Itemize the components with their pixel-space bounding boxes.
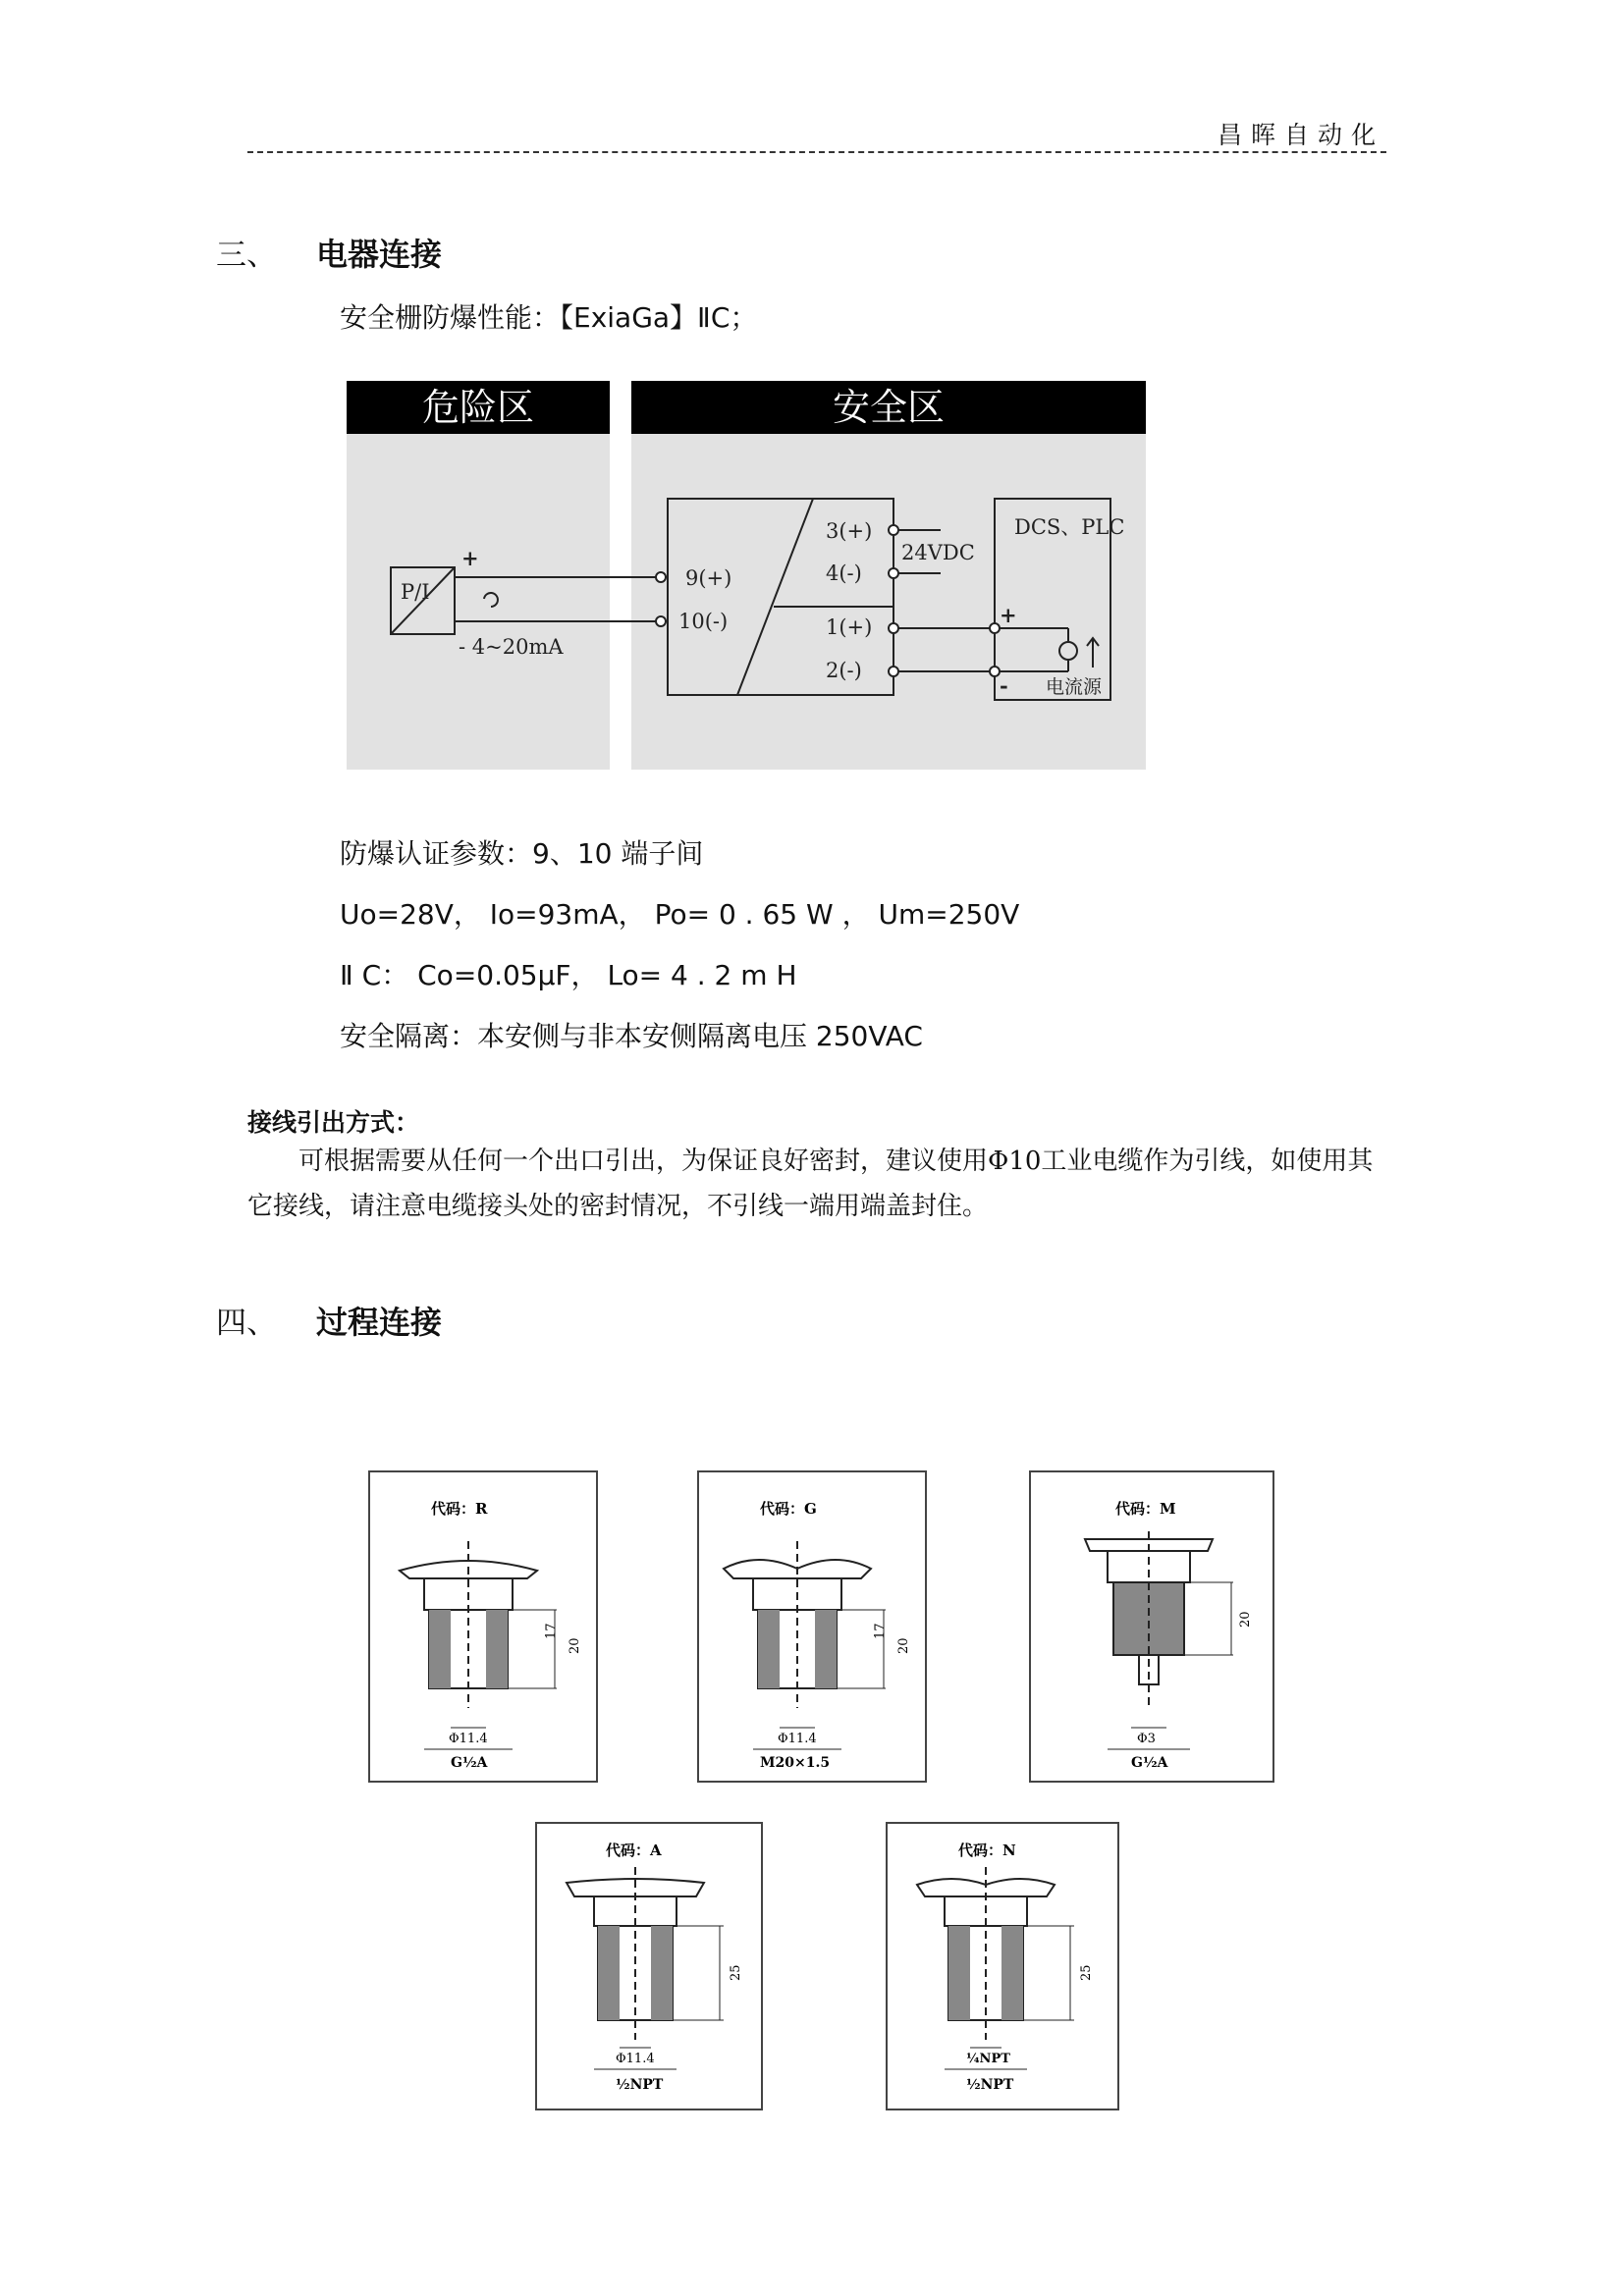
- process-connection-r: [368, 1470, 598, 1783]
- diameter-label: ¼NPT: [966, 2052, 1010, 2066]
- fitting-drawing-n: [888, 1824, 1117, 2109]
- figure-code-label: 代码：R: [431, 1500, 488, 1518]
- barrier-diagonal: [737, 499, 813, 695]
- dimension-a-label: 17: [544, 1623, 559, 1639]
- current-loop-arrow: [484, 593, 498, 607]
- fitting-drawing-a: [537, 1824, 761, 2109]
- dimension-b-label: 25: [729, 1964, 743, 1981]
- process-connection-m: [1029, 1470, 1274, 1783]
- terminal-4-label: 4(-): [826, 561, 862, 585]
- dimension-b-label: 25: [1079, 1964, 1094, 1981]
- figure-code-label: 代码：N: [958, 1842, 1016, 1859]
- current-source-label: 电流源: [1046, 676, 1103, 698]
- dimension-b-label: 20: [568, 1637, 582, 1654]
- diameter-label: Φ11.4: [778, 1732, 817, 1746]
- thread-label: ½NPT: [966, 2077, 1014, 2093]
- supply-voltage-label: 24VDC: [901, 541, 975, 564]
- process-connection-g: [697, 1470, 927, 1783]
- process-connection-a: [535, 1822, 763, 2110]
- section-4-number: 四、: [216, 1306, 277, 1341]
- thread-label: M20×1.5: [760, 1755, 831, 1771]
- terminal-1-label: 1(+): [826, 615, 873, 639]
- dimension-b-label: 20: [1238, 1611, 1253, 1628]
- wiring-method-text: 可根据需要从任何一个出口引出，为保证良好密封，建议使用Φ10工业电缆作为引线，如使用其它接线，请注意电缆接头处的密封情况，不引线一端用端盖封住。: [247, 1147, 1374, 1221]
- wiring-method-title: 接线引出方式：: [247, 1108, 420, 1137]
- terminal-2-label: 2(-): [826, 659, 862, 682]
- diameter-label: Φ11.4: [449, 1732, 488, 1746]
- pi-label: P/I: [401, 580, 430, 604]
- dcs-plc-label: DCS、PLC: [1014, 515, 1125, 539]
- input-plus-label: +: [461, 546, 479, 570]
- isolation-voltage: 安全隔离：本安侧与非本安侧隔离电压 250VAC: [340, 1020, 923, 1052]
- diameter-label: Φ11.4: [616, 2052, 655, 2066]
- section-4-title: 过程连接: [316, 1304, 443, 1341]
- diameter-label: Φ3: [1137, 1732, 1156, 1746]
- dimension-a-label: 17: [873, 1623, 888, 1639]
- terminal-9-label: 9(+): [685, 566, 732, 590]
- section-3-title: 电器连接: [316, 236, 443, 273]
- dimension-b-label: 20: [896, 1637, 911, 1654]
- company-header: 昌晖自动化: [1218, 121, 1385, 149]
- cert-params-iic: Ⅱ C： Co=0.05μF， Lo= 4 . 2 m H: [340, 959, 797, 991]
- figure-code-label: 代码：A: [606, 1842, 662, 1859]
- hazard-zone-title: 危险区: [347, 381, 610, 434]
- wiring-diagram: [347, 381, 1146, 770]
- figure-code-label: 代码：M: [1115, 1500, 1176, 1518]
- output-plus-label: +: [1000, 603, 1017, 627]
- safe-zone-title: 安全区: [631, 381, 1146, 434]
- fitting-drawing-g: [699, 1472, 925, 1781]
- current-source-icon: [1059, 642, 1077, 660]
- terminal-10-label: 10(-): [678, 610, 729, 633]
- fitting-drawing-r: [370, 1472, 596, 1781]
- thread-label: G½A: [451, 1755, 488, 1771]
- thread-label: G½A: [1131, 1755, 1168, 1771]
- figure-code-label: 代码：G: [760, 1500, 817, 1518]
- process-connection-n: [886, 1822, 1119, 2110]
- section-3-number: 三、: [216, 238, 277, 273]
- terminal-3-label: 3(+): [826, 519, 873, 543]
- input-current-label: - 4~20mA: [459, 635, 564, 659]
- fitting-drawing-m: [1031, 1472, 1272, 1781]
- safety-barrier-rating: 安全栅防爆性能：【ExiaGa】ⅡC；: [340, 301, 758, 334]
- output-minus-label: -: [1000, 673, 1008, 698]
- cert-params-values: Uo=28V， Io=93mA， Po= 0 . 65 W ， Um=250V: [340, 898, 1020, 931]
- cert-params-heading: 防爆认证参数：9、10 端子间: [340, 837, 704, 870]
- thread-label: ½NPT: [616, 2077, 664, 2093]
- header-divider: [247, 151, 1386, 153]
